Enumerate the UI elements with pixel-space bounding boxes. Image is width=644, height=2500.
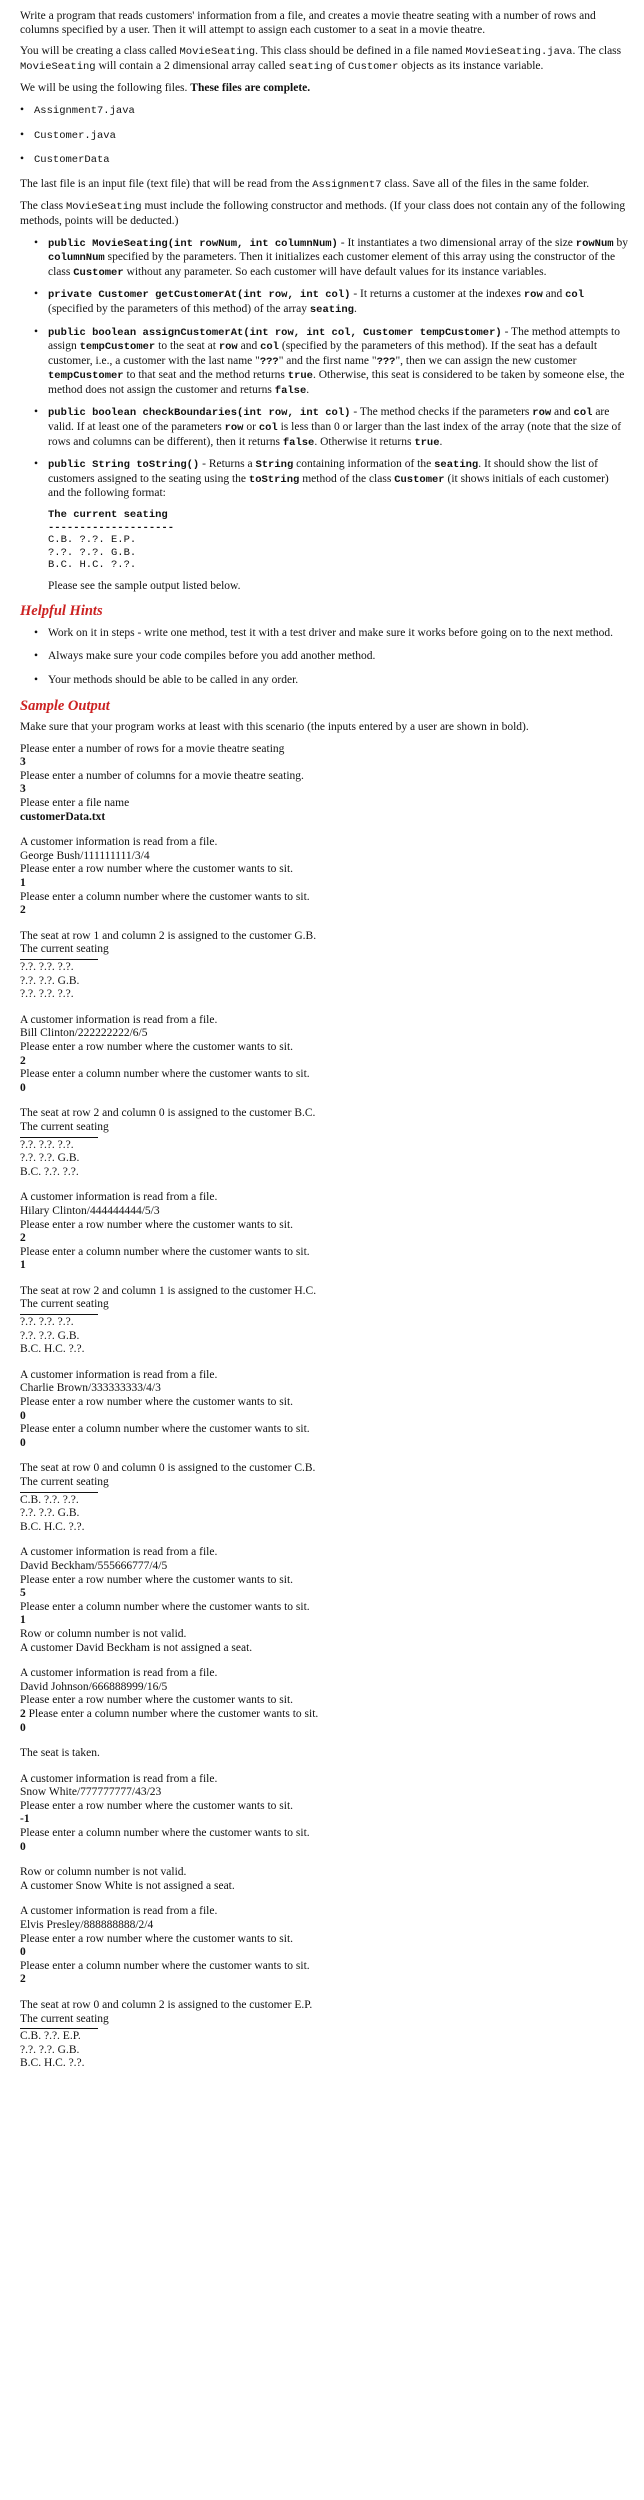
file-list-item xyxy=(20,104,628,119)
sample-block xyxy=(20,1014,628,1096)
sample-line: Please enter a number of columns for a movie theatre seating. xyxy=(20,769,304,782)
seating-divider xyxy=(20,1314,98,1315)
sample-line: A customer information is read from a file. xyxy=(20,1772,218,1785)
code-text: row xyxy=(532,407,552,420)
text-run: . xyxy=(353,302,357,315)
files-paragraph xyxy=(20,82,628,96)
code-text: public boolean checkBoundaries(int row, int col) xyxy=(48,407,351,420)
sample-line: ?.?. ?.?. ?.?. xyxy=(20,961,74,973)
sample-line: Snow White/777777777/43/23 xyxy=(20,1786,162,1799)
methods-intro-paragraph xyxy=(20,200,628,228)
sample-line xyxy=(20,1708,628,1722)
format-row: B.C. H.C. ?.?. xyxy=(48,559,137,572)
sample-line: Hilary Clinton/444444444/5/3 xyxy=(20,1204,160,1217)
sample-line: B.C. H.C. ?.?. xyxy=(20,1520,85,1533)
text-run: is less than 0 or larger than the last index of the array (note that the size of rows and columns can be different), then it returns xyxy=(48,421,622,448)
user-input: 3 xyxy=(20,756,26,769)
code-text: true xyxy=(287,370,313,383)
sample-line: The seat at row 2 and column 1 is assigned to the customer H.C. xyxy=(20,1284,317,1297)
code-text: String xyxy=(255,459,294,472)
sample-block xyxy=(20,1667,628,1735)
code-text: rowNum xyxy=(575,237,614,250)
text-run: or xyxy=(243,421,259,434)
code-text: false xyxy=(282,436,315,449)
seating-divider xyxy=(20,1492,98,1493)
sample-line: B.C. ?.?. ?.?. xyxy=(20,1165,79,1178)
seating-divider xyxy=(20,959,98,960)
file-name: CustomerData xyxy=(34,154,110,167)
sample-line: Elvis Presley/888888888/2/4 xyxy=(20,1919,154,1932)
code-text: private Customer getCustomerAt(int row, int col) xyxy=(48,289,351,302)
seating-format-block xyxy=(48,509,628,572)
intro-paragraph xyxy=(20,10,628,37)
code-text: Customer xyxy=(394,473,445,486)
sample-line: David Beckham/555666777/4/5 xyxy=(20,1559,168,1572)
hint-item: • Always make sure your code compiles before you add another method. xyxy=(32,650,628,664)
sample-line: A customer information is read from a file. xyxy=(20,1368,218,1381)
text-run: - It returns a customer at the indexes xyxy=(350,288,524,301)
user-input: 2 xyxy=(20,904,26,917)
method-item xyxy=(32,406,628,450)
sample-line: ?.?. ?.?. G.B. xyxy=(20,2043,80,2056)
sample-line: ?.?. ?.?. ?.?. xyxy=(20,1138,74,1151)
sample-line: ?.?. ?.?. G.B. xyxy=(20,1152,80,1165)
code-text: seating xyxy=(309,303,354,316)
sample-line: A customer Snow White is not assigned a seat. xyxy=(20,1879,235,1892)
user-input: 2 xyxy=(20,1707,26,1720)
hint-item: • Work on it in steps - write one method, test it with a test driver and make sure it works before going on to the next method. xyxy=(32,627,628,641)
file-list-item xyxy=(20,153,628,168)
sample-block xyxy=(20,1285,628,1357)
file-name: Assignment7.java xyxy=(34,104,135,117)
method-item xyxy=(32,237,628,281)
sample-line: A customer information is read from a file. xyxy=(20,1905,218,1918)
code-text: columnNum xyxy=(48,252,105,265)
sample-line: Please enter a row number where the customer wants to sit. xyxy=(20,1932,294,1945)
text-run: ", then we can assign the new customer xyxy=(395,354,577,367)
sample-line: Please enter a row number where the customer wants to sit. xyxy=(20,863,294,876)
code-text: col xyxy=(565,289,585,302)
code-text: ??? xyxy=(259,355,279,368)
text-run: of xyxy=(332,59,348,72)
code-text: true xyxy=(414,436,440,449)
format-row: C.B. ?.?. E.P. xyxy=(48,534,137,547)
sample-line: ?.?. ?.?. ?.?. xyxy=(20,988,74,1001)
sample-block xyxy=(20,1369,628,1451)
sample-line: The seat at row 0 and column 2 is assigned to the customer E.P. xyxy=(20,1999,313,2011)
code-text: row xyxy=(523,289,543,302)
sample-line: The current seating xyxy=(20,1120,109,1133)
sample-line: The seat is taken. xyxy=(20,1747,100,1760)
sample-line: B.C. H.C. ?.?. xyxy=(20,2057,85,2070)
sample-output xyxy=(20,743,628,2071)
sample-line: Please enter a row number where the customer wants to sit. xyxy=(20,1218,294,1231)
code-text: Assignment7 xyxy=(312,178,382,191)
text-run: specified by the parameters. Then it initializes each customer element of this array using the constructor of the class xyxy=(48,251,616,278)
code-text: MovieSeating.java xyxy=(465,46,573,59)
sample-output-heading: Sample Output xyxy=(20,697,110,714)
code-text: col xyxy=(573,407,593,420)
format-header: The current seating xyxy=(48,509,168,522)
sample-line: Row or column number is not valid. xyxy=(20,1866,187,1879)
text-run: (specified by the parameters of this method). If the seat has a default customer, i.e., a customer with the last name " xyxy=(48,340,598,367)
sample-line: David Johnson/666888999/16/5 xyxy=(20,1680,168,1693)
sample-line: ?.?. ?.?. G.B. xyxy=(20,1507,80,1520)
sample-line: The seat at row 1 and column 2 is assigned to the customer G.B. xyxy=(20,929,317,942)
sample-line: Charlie Brown/333333333/4/3 xyxy=(20,1382,161,1395)
text-run: . This class should be defined in a file named xyxy=(255,45,466,58)
text-run: . The class xyxy=(572,45,622,58)
user-input: 2 xyxy=(20,1054,26,1067)
sample-block xyxy=(20,1773,628,1855)
bold-text: These files are complete. xyxy=(190,82,311,95)
method-list xyxy=(32,237,628,502)
text-run: Write a program that reads customers' information from a file, and creates a movie theatre seating with a number of rows and columns specified by a user. Then it will attempt to assign each customer to a seat in a movie theatre. xyxy=(20,10,596,36)
text-run: The last file is an input file (text file) that will be read from the xyxy=(20,177,313,190)
sample-block xyxy=(20,1462,628,1534)
sample-line: The current seating xyxy=(20,1476,109,1488)
sample-line: The current seating xyxy=(20,943,109,956)
seating-divider xyxy=(20,2028,98,2029)
code-text: toString xyxy=(248,473,300,486)
sample-line: Please enter a row number where the customer wants to sit. xyxy=(20,1694,294,1707)
text-run: Please enter a column number where the customer wants to sit. xyxy=(25,1707,319,1720)
user-input: 1 xyxy=(20,1259,26,1272)
text-run: are valid. If at least one of the parameters xyxy=(48,406,610,434)
text-run: (specified by the parameters of this method) of the array xyxy=(48,302,310,315)
code-text: Customer xyxy=(73,266,124,279)
user-input: 0 xyxy=(20,1840,26,1853)
sample-line: Bill Clinton/222222222/6/5 xyxy=(20,1027,148,1040)
sample-line: A customer information is read from a file. xyxy=(20,1667,218,1680)
sample-line: A customer David Beckham is not assigned a seat. xyxy=(20,1641,253,1654)
sample-line: Row or column number is not valid. xyxy=(20,1627,187,1640)
assignment-document xyxy=(20,10,628,2083)
sample-line: Please enter a column number where the customer wants to sit. xyxy=(20,890,310,903)
code-text: public MovieSeating(int rowNum, int columnNum) xyxy=(48,237,338,250)
text-run: . It should show the list of customers assigned to the seating using the xyxy=(48,458,599,485)
text-run: The class xyxy=(20,200,66,213)
code-text: row xyxy=(224,422,244,435)
sample-line: ?.?. ?.?. G.B. xyxy=(20,1329,80,1342)
code-text: tempCustomer xyxy=(48,370,124,383)
sample-block xyxy=(20,1866,628,1893)
user-input: 1 xyxy=(20,877,26,890)
sample-line: Please enter a column number where the customer wants to sit. xyxy=(20,1827,310,1840)
sample-line: Please enter a column number where the customer wants to sit. xyxy=(20,1245,310,1258)
code-text: seating xyxy=(434,459,479,472)
sample-line: Please enter a number of rows for a movie theatre seating xyxy=(20,742,285,755)
code-text: public String toString() xyxy=(48,459,200,472)
sample-line: B.C. H.C. ?.?. xyxy=(20,1343,85,1356)
see-sample-note: Please see the sample output listed below. xyxy=(48,579,241,592)
sample-line: Please enter a column number where the customer wants to sit. xyxy=(20,1068,310,1081)
text-run: You will be creating a class called xyxy=(20,45,180,58)
sample-block xyxy=(20,1747,628,1761)
code-text: false xyxy=(274,384,307,397)
sample-line: George Bush/111111111/3/4 xyxy=(20,849,150,862)
text-run: will contain a 2 dimensional array called xyxy=(95,59,289,72)
code-text: seating xyxy=(288,60,333,73)
text-run: to that seat and the method returns xyxy=(123,369,288,382)
text-run: objects as its instance variable. xyxy=(398,59,544,72)
sample-line: A customer information is read from a file. xyxy=(20,836,218,849)
text-run: - The method checks if the parameters xyxy=(350,406,533,419)
sample-line: Please enter a row number where the customer wants to sit. xyxy=(20,1573,294,1586)
sample-line: ?.?. ?.?. ?.?. xyxy=(20,1316,74,1329)
user-input: -1 xyxy=(20,1813,30,1826)
sample-block xyxy=(20,930,628,1002)
user-input: 0 xyxy=(20,1081,26,1094)
code-text: col xyxy=(260,341,279,354)
sample-line: The current seating xyxy=(20,2012,109,2025)
user-input: 1 xyxy=(20,1614,26,1627)
text-run: and xyxy=(551,406,574,419)
text-run: to the seat at xyxy=(155,340,219,353)
text-run: . Otherwise, this seat is considered to be taken by someone else, the method does not assign the customer and returns xyxy=(48,369,625,396)
code-text: row xyxy=(218,341,238,354)
format-dashes: -------------------- xyxy=(48,521,175,534)
text-run: We will be using the following files. xyxy=(20,82,191,95)
sample-intro-paragraph: Make sure that your program works at least with this scenario (the inputs entered by a user are shown in bold). xyxy=(20,721,529,734)
text-run: - Returns a xyxy=(199,458,256,471)
user-input: 2 xyxy=(20,1232,26,1245)
text-run: " and the first name " xyxy=(278,354,377,367)
text-run: - It instantiates a two dimensional array of the size xyxy=(337,236,576,249)
format-row: ?.?. ?.?. G.B. xyxy=(48,546,137,559)
sample-block xyxy=(20,836,628,918)
sample-line: C.B. ?.?. ?.?. xyxy=(20,1493,79,1506)
sample-line: Please enter a row number where the customer wants to sit. xyxy=(20,1799,294,1812)
user-input: 0 xyxy=(20,1436,26,1449)
sample-line: Please enter a column number where the customer wants to sit. xyxy=(20,1959,310,1972)
sample-block xyxy=(20,1546,628,1655)
text-run: method of the class xyxy=(299,472,395,485)
hints-heading: Helpful Hints xyxy=(20,603,103,620)
sample-line: A customer information is read from a file. xyxy=(20,1546,218,1559)
text-run: without any parameter. So each customer will have default values for its instance variables. xyxy=(123,265,547,278)
input-file-paragraph xyxy=(20,178,628,193)
file-list xyxy=(20,104,628,168)
hint-item: • Your methods should be able to be called in any order. xyxy=(32,674,628,688)
sample-line: C.B. ?.?. E.P. xyxy=(20,2030,81,2043)
sample-line: Please enter a row number where the customer wants to sit. xyxy=(20,1040,294,1053)
code-text: MovieSeating xyxy=(179,46,256,59)
sample-line: A customer information is read from a file. xyxy=(20,1013,218,1026)
sample-block xyxy=(20,1191,628,1273)
code-text: ??? xyxy=(376,355,396,368)
text-run: and xyxy=(542,288,566,301)
sample-line: Please enter a row number where the customer wants to sit. xyxy=(20,1396,294,1409)
sample-block xyxy=(20,1905,628,1987)
seating-divider xyxy=(20,1137,98,1138)
sample-line: The seat at row 0 and column 0 is assigned to the customer C.B. xyxy=(20,1462,316,1475)
hints-list xyxy=(32,627,628,688)
text-run: . Otherwise it returns xyxy=(314,435,415,448)
method-item xyxy=(32,326,628,399)
sample-block xyxy=(20,1999,628,2071)
text-run: . xyxy=(439,435,443,448)
sample-line: Please enter a file name xyxy=(20,797,130,810)
code-text: MovieSeating xyxy=(65,201,142,214)
sample-block xyxy=(20,743,628,825)
text-run: must include the following constructor and methods. (If your class does not contain any of the following methods, points will be deducted.) xyxy=(20,200,626,227)
text-run: containing information of the xyxy=(293,458,435,471)
code-text: Customer xyxy=(347,60,399,73)
file-name: Customer.java xyxy=(34,129,116,142)
text-run: by xyxy=(613,236,628,249)
method-item xyxy=(32,288,628,317)
sample-line: The seat at row 2 and column 0 is assigned to the customer B.C. xyxy=(20,1107,316,1120)
user-input: 5 xyxy=(20,1587,26,1600)
code-text: MovieSeating xyxy=(20,60,96,73)
text-run: and xyxy=(237,340,261,353)
user-input: customerData.txt xyxy=(20,810,106,823)
sample-line: Please enter a column number where the customer wants to sit. xyxy=(20,1423,310,1436)
code-text: col xyxy=(258,422,278,435)
sample-line: A customer information is read from a file. xyxy=(20,1191,218,1204)
sample-line: Please enter a column number where the customer wants to sit. xyxy=(20,1600,310,1613)
user-input: 0 xyxy=(20,1946,26,1959)
text-run: . xyxy=(306,383,310,396)
code-text: tempCustomer xyxy=(79,341,156,354)
user-input: 0 xyxy=(20,1409,26,1422)
text-run: - The method attempts to assign xyxy=(48,325,620,353)
class-description-paragraph xyxy=(20,45,628,74)
code-text: public boolean assignCustomerAt(int row, int col, Customer tempCustomer) xyxy=(48,326,502,339)
text-run: class. Save all of the files in the same folder. xyxy=(381,177,590,190)
user-input: 0 xyxy=(20,1721,26,1734)
sample-line: ?.?. ?.?. G.B. xyxy=(20,974,80,987)
user-input: 3 xyxy=(20,783,26,796)
file-list-item xyxy=(20,129,628,144)
sample-block xyxy=(20,1107,628,1179)
user-input: 2 xyxy=(20,1973,26,1986)
text-run: (it shows initials of each customer) and the following format: xyxy=(48,472,609,500)
sample-line: The current seating xyxy=(20,1298,109,1311)
method-item xyxy=(32,458,628,501)
